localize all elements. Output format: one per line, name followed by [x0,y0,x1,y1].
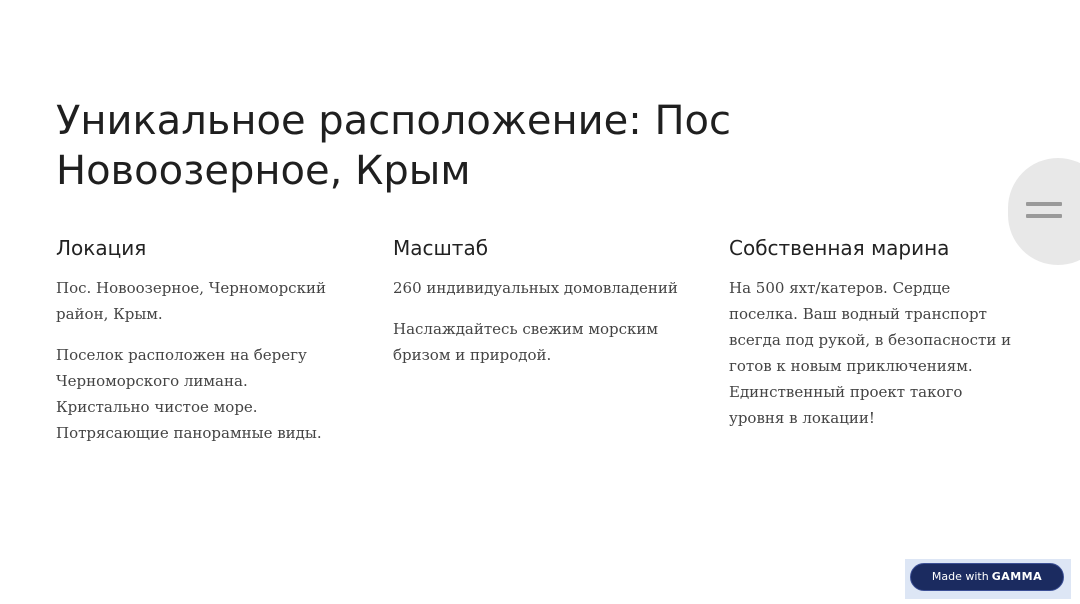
column-paragraph: Поселок расположен на берегу Черноморского лимана. Кристально чистое море. Потрясающие панорамные виды. [56,346,322,442]
info-column-location [56,234,346,461]
badge-prefix: Made with [931,570,989,583]
made-with-gamma-badge[interactable] [910,563,1064,591]
info-column-scale [393,234,683,383]
menu-icon [1026,202,1062,220]
column-paragraph: 260 индивидуальных домовладений [393,279,678,297]
made-with-gamma-badge-area [905,559,1071,599]
column-heading: Масштаб [393,236,489,260]
column-heading: Собственная марина [729,236,950,260]
column-paragraph: Наслаждайтесь свежим морским бризом и природой. [393,320,659,364]
column-paragraph: Пос. Новоозерное, Черноморский район, Крым. [56,279,326,323]
gamma-logo: GAMMA [991,570,1043,583]
column-heading: Локация [56,236,147,260]
menu-icon-bar [1026,214,1062,218]
info-column-marina [729,234,1019,446]
column-paragraph: На 500 яхт/катеров. Сердце поселка. Ваш водный транспорт всегда под рукой, в безопасности и готов к новым приключениям. Единственный проект такого уровня в локации! [729,279,1012,427]
menu-icon-bar [1026,202,1062,206]
page-title: Уникальное расположение: Пос Новоозерное, Крым [56,98,731,194]
